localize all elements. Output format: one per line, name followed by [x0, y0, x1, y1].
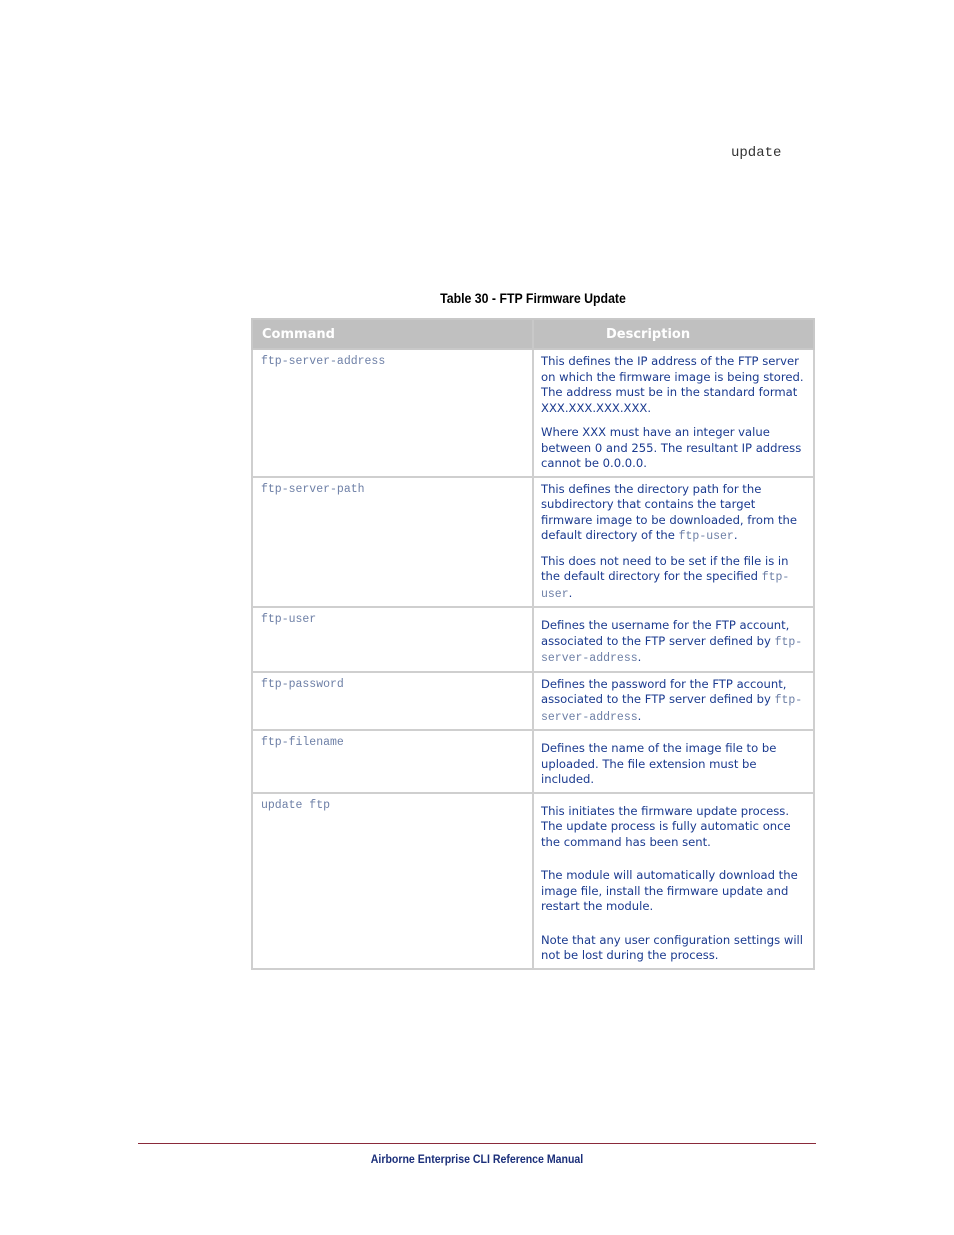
inline-code: ftp-server-address — [541, 635, 803, 665]
description-paragraph: Defines the password for the FTP account, associated to the FTP server defined by ftp-server-address. — [541, 676, 803, 724]
description-paragraph: Note that any user configuration settings will not be lost during the process. — [541, 932, 803, 962]
top-code-fragment: update — [731, 145, 782, 161]
description-cell — [533, 477, 814, 608]
inline-code: ftp-user — [678, 530, 734, 543]
description-cell — [533, 730, 814, 793]
column-header-command: Command — [252, 319, 533, 349]
footer-title: Airborne Enterprise CLI Reference Manual — [370, 1152, 584, 1166]
column-header-description: Description — [533, 319, 814, 349]
description-paragraph: Where XXX must have an integer value between 0 and 255. The resultant IP address cannot be 0.0.0.0. — [541, 425, 802, 470]
inline-code: ftp-user — [541, 571, 790, 601]
table-row — [252, 607, 814, 672]
description-cell — [533, 672, 814, 731]
description-paragraph: Defines the username for the FTP account, associated to the FTP server defined by ftp-server-address. — [541, 618, 803, 665]
table-caption: Table 30 - FTP Firmware Update — [440, 290, 626, 306]
description-paragraph: This initiates the firmware update process. The update process is fully automatic once the command has been sent. — [541, 803, 791, 849]
description-paragraph: This does not need to be set if the file is in the default directory for the specified ftp-user. — [541, 553, 790, 601]
description-paragraph: This defines the IP address of the FTP server on which the firmware image is being stored. The address must be in the standard format XXX.XXX.XXX.XXX. — [541, 354, 804, 415]
description-paragraph: Defines the name of the image file to be uploaded. The file extension must be included. — [541, 741, 777, 786]
command-cell: ftp-user — [252, 607, 533, 672]
inline-code: ftp-server-address — [541, 694, 803, 724]
table-row — [252, 672, 814, 731]
table-row — [252, 793, 814, 969]
command-cell: ftp-server-address — [252, 349, 533, 477]
command-cell: ftp-filename — [252, 730, 533, 793]
table-row — [252, 730, 814, 793]
table-row — [252, 349, 814, 477]
command-cell: ftp-password — [252, 672, 533, 731]
description-cell — [533, 607, 814, 672]
description-cell — [533, 349, 814, 477]
footer-divider — [138, 1143, 816, 1144]
table-row — [252, 477, 814, 608]
command-cell: update ftp — [252, 793, 533, 969]
description-paragraph: This defines the directory path for the subdirectory that contains the target firmware image to be downloaded, from the default directory of the ftp-user. — [541, 481, 797, 543]
description-paragraph: The module will automatically download the image file, install the firmware update and restart the module. — [541, 868, 798, 913]
table-header-row — [252, 319, 814, 349]
command-cell: ftp-server-path — [252, 477, 533, 608]
ftp-firmware-update-table — [251, 318, 815, 970]
description-cell — [533, 793, 814, 969]
